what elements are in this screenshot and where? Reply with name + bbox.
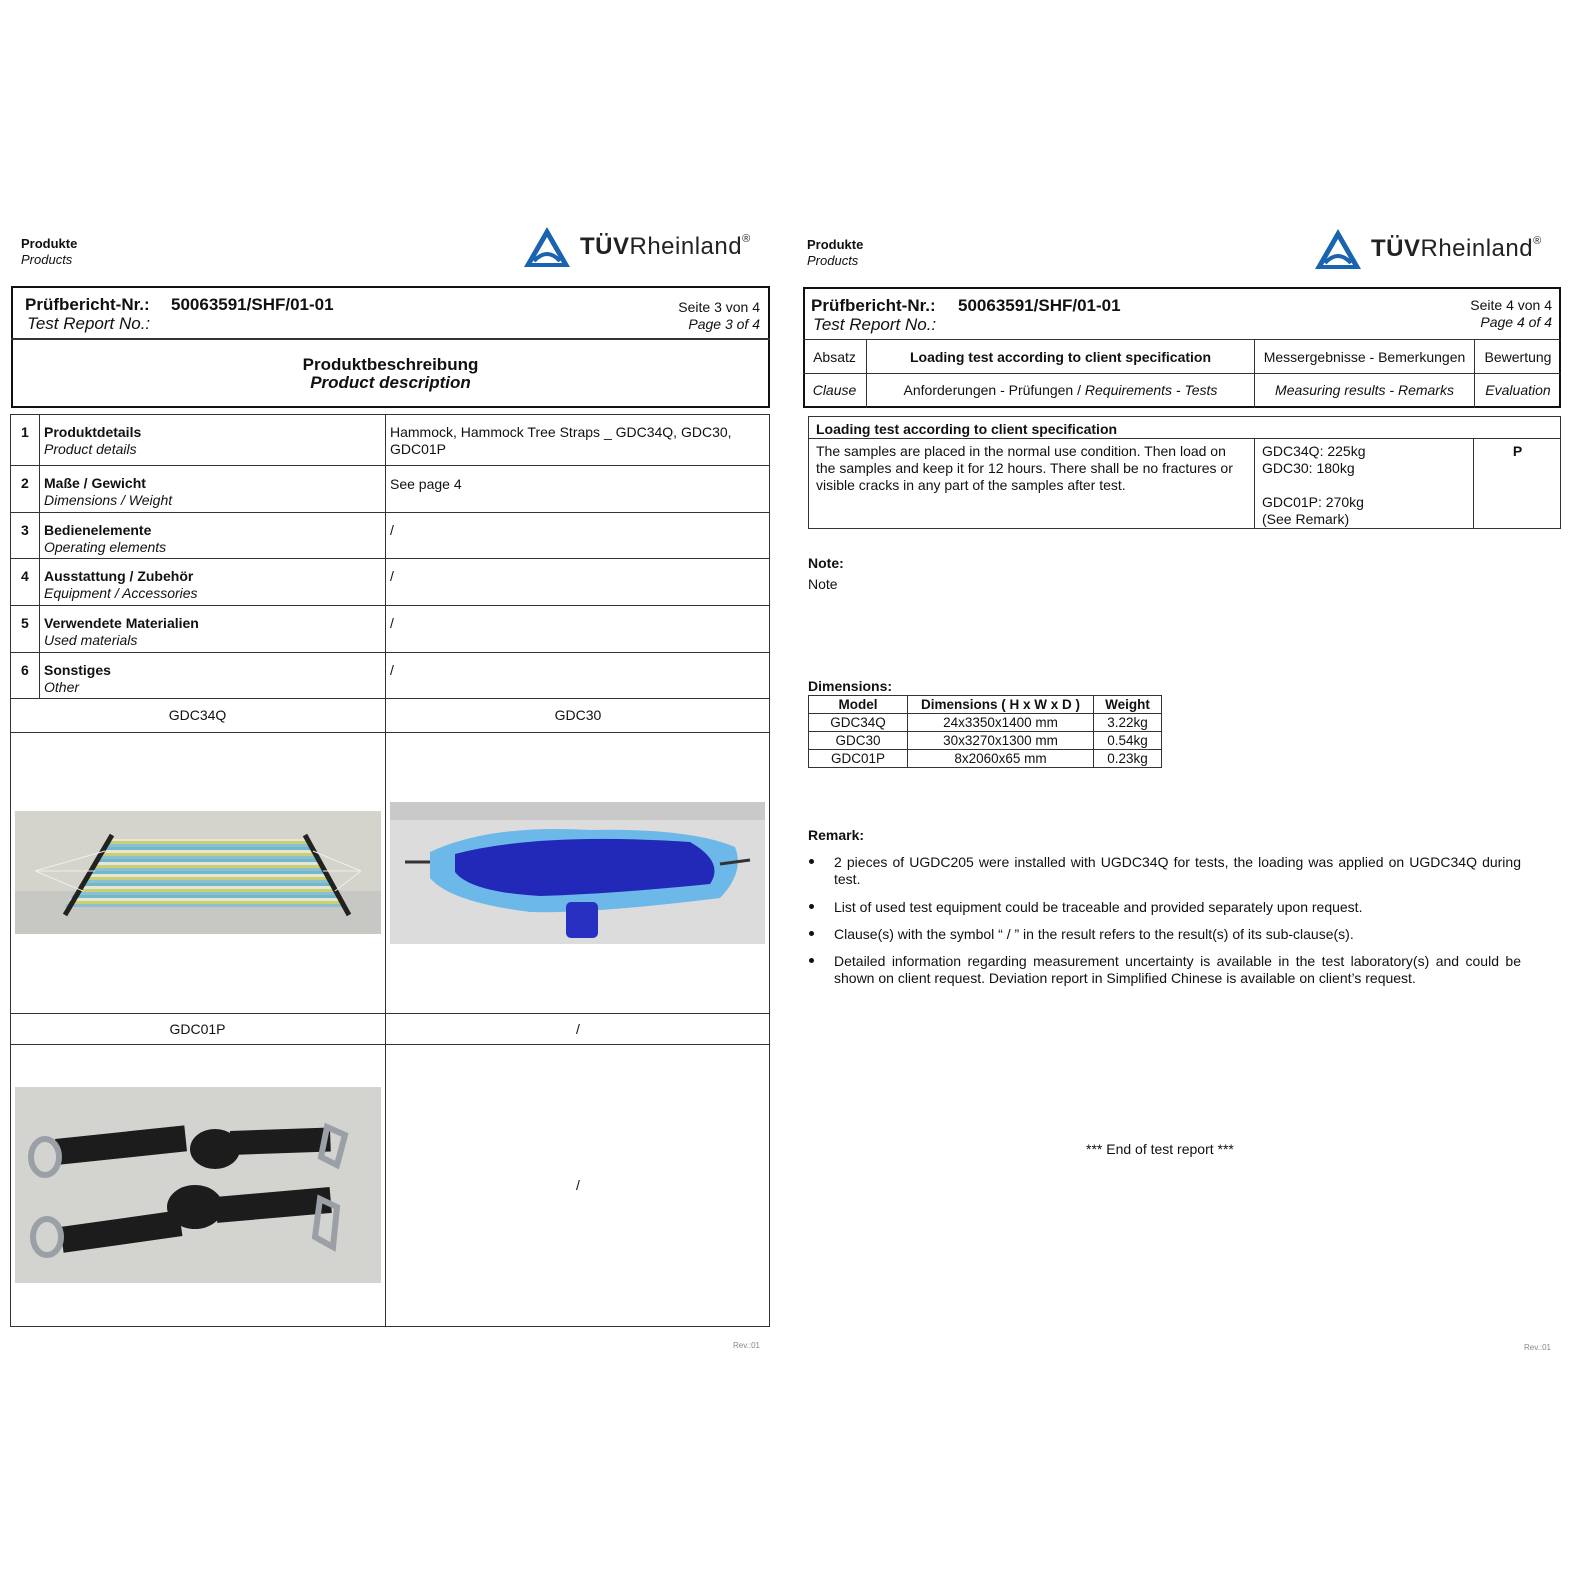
note-text: Note xyxy=(808,576,838,592)
results-header-de: Messergebnisse - Bemerkungen xyxy=(1263,349,1466,365)
test-title-header: Loading test according to client specification xyxy=(909,349,1212,365)
page-de: Seite 3 von 4 xyxy=(678,299,760,315)
table-row: GDC01P 8x2060x65 mm 0.23kg xyxy=(809,750,1162,768)
photo-label-empty: / xyxy=(576,1021,580,1037)
test-description: The samples are placed in the normal use condition. Then load on the samples and keep it for 12 hours. There shall be no fractures or visible cracks in any part of the samples after test. xyxy=(816,443,1233,493)
photo-label-gdc34q: GDC34Q xyxy=(168,707,227,723)
table-row: GDC30 30x3270x1300 mm 0.54kg xyxy=(809,732,1162,750)
photo-label-gdc01p: GDC01P xyxy=(169,1021,226,1037)
result-gdc34q: GDC34Q: 225kg xyxy=(1262,443,1366,459)
result-remark-ref: (See Remark) xyxy=(1262,511,1350,527)
report-label-en: Test Report No.: xyxy=(813,315,937,334)
result-gdc01p: GDC01P: 270kg xyxy=(1262,494,1364,510)
section-title-de: Produktbeschreibung xyxy=(302,355,479,374)
test-title: Loading test according to client specification xyxy=(816,421,1118,437)
category-en: Products xyxy=(21,252,73,267)
note-title: Note: xyxy=(808,555,844,571)
evaluation-header-de: Bewertung xyxy=(1484,349,1552,365)
page-de: Seite 4 von 4 xyxy=(1470,297,1552,313)
category-de: Produkte xyxy=(21,236,78,251)
rev-label: Rev.:01 xyxy=(1524,1343,1551,1352)
dimensions-title: Dimensions: xyxy=(808,678,893,694)
result-gdc30: GDC30: 180kg xyxy=(1262,460,1355,476)
logo-wordmark: TÜVRheinland® xyxy=(1371,235,1542,262)
report-number: 50063591/SHF/01-01 xyxy=(958,296,1121,315)
hammock-gdc34q-image xyxy=(15,811,381,934)
tuv-triangle-icon xyxy=(1313,227,1363,271)
results-header-en: Measuring results - Remarks xyxy=(1275,382,1454,398)
category-en: Products xyxy=(807,253,859,268)
tuv-logo xyxy=(522,225,751,269)
verdict: P xyxy=(1512,443,1523,459)
empty-photo-cell: / xyxy=(576,1177,580,1193)
tree-straps-gdc01p-image xyxy=(15,1087,381,1283)
logo-wordmark: TÜVRheinland® xyxy=(580,233,751,260)
report-label-de: Prüfbericht-Nr.: xyxy=(25,295,150,314)
clause-header-en: Clause xyxy=(812,382,857,398)
hammock-gdc30-image xyxy=(390,802,765,944)
page-en: Page 4 of 4 xyxy=(1480,314,1552,330)
report-label-en: Test Report No.: xyxy=(27,314,151,333)
report-label-de: Prüfbericht-Nr.: xyxy=(811,296,936,315)
page-en: Page 3 of 4 xyxy=(688,316,760,332)
category-de: Produkte xyxy=(807,237,864,252)
evaluation-header-en: Evaluation xyxy=(1485,382,1551,398)
table-row: GDC34Q 24x3350x1400 mm 3.22kg xyxy=(809,714,1162,732)
photo-label-gdc30: GDC30 xyxy=(554,707,602,723)
section-title-en: Product description xyxy=(310,373,471,392)
end-of-report: *** End of test report *** xyxy=(1086,1141,1234,1157)
tuv-logo xyxy=(1313,227,1542,271)
tuv-triangle-icon xyxy=(522,225,572,269)
dimensions-table: Model Dimensions ( H x W x D ) Weight GDC34Q 24x3350x1400 mm 3.22kg GDC30 30x3270x1300 mm 0.54kg GDC01P 8x2060x65 mm 0.23kg xyxy=(808,695,1162,768)
requirements-header: Anforderungen - Prüfungen / Requirements - Tests xyxy=(903,382,1218,398)
clause-header-de: Absatz xyxy=(813,349,856,365)
remark-title: Remark: xyxy=(808,827,865,843)
report-number: 50063591/SHF/01-01 xyxy=(171,295,334,314)
rev-label: Rev.:01 xyxy=(733,1341,760,1350)
